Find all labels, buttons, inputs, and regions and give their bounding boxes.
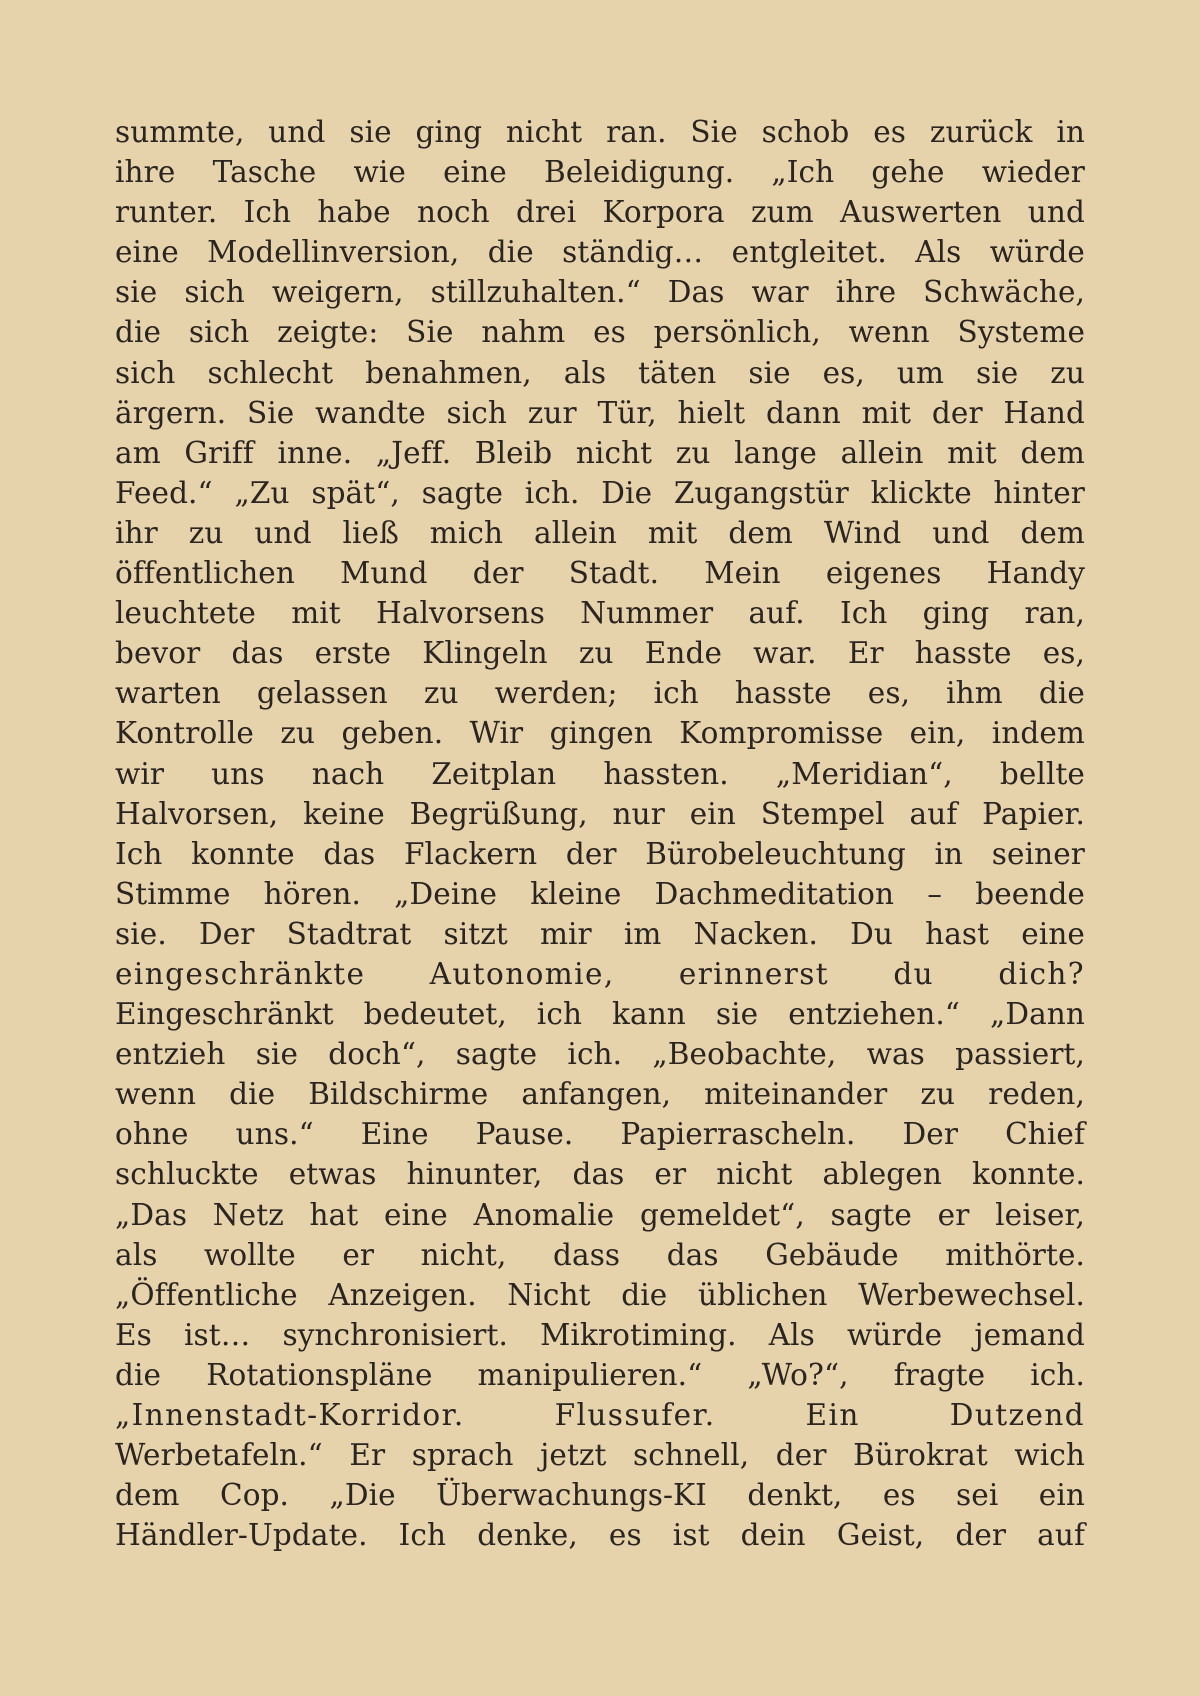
text-line: die sich zeigte: Sie nahm es persönlich, wenn Systeme [115, 315, 1085, 350]
text-line: runter. Ich habe noch drei Korpora zum Auswerten und [115, 195, 1085, 230]
text-line: Feed.“ „Zu spät“, sagte ich. Die Zugangstür klickte hinter [115, 475, 1085, 510]
text-line: eingeschränkte Autonomie, erinnerst du dich? [115, 956, 1085, 991]
text-line: dem Cop. „Die Überwachungs-KI denkt, es sei ein [115, 1478, 1085, 1513]
text-line: Stimme hören. „Deine kleine Dachmeditation – beende [115, 876, 1085, 911]
text-line: ärgern. Sie wandte sich zur Tür, hielt dann mit der Hand [115, 395, 1085, 430]
text-line: warten gelassen zu werden; ich hasste es, ihm die [115, 676, 1085, 711]
text-line: „Öffentliche Anzeigen. Nicht die üblichen Werbewechsel. [115, 1277, 1085, 1312]
text-line: wir uns nach Zeitplan hassten. „Meridian“, bellte [115, 756, 1085, 791]
text-line: Ich konnte das Flackern der Bürobeleuchtung in seiner [115, 836, 1085, 871]
text-line: wenn die Bildschirme anfangen, miteinander zu reden, [115, 1077, 1085, 1112]
text-line: ihr zu und ließ mich allein mit dem Wind und dem [115, 515, 1085, 550]
text-line: eine Modellinversion, die ständig… entgleitet. Als würde [115, 235, 1085, 270]
text-line: Es ist… synchronisiert. Mikrotiming. Als würde jemand [115, 1317, 1085, 1352]
text-line: bevor das erste Klingeln zu Ende war. Er hasste es, [115, 636, 1085, 671]
text-line: Händler-Update. Ich denke, es ist dein Geist, der auf [115, 1518, 1085, 1553]
text-line: am Griff inne. „Jeff. Bleib nicht zu lange allein mit dem [115, 435, 1085, 470]
text-body [115, 112, 1085, 1555]
text-line: Werbetafeln.“ Er sprach jetzt schnell, der Bürokrat wich [115, 1438, 1085, 1473]
text-line: leuchtete mit Halvorsens Nummer auf. Ich ging ran, [115, 596, 1085, 631]
text-line: Eingeschränkt bedeutet, ich kann sie entziehen.“ „Dann [115, 997, 1085, 1032]
text-line: ohne uns.“ Eine Pause. Papierrascheln. Der Chief [115, 1117, 1085, 1152]
text-line: entzieh sie doch“, sagte ich. „Beobachte, was passiert, [115, 1037, 1085, 1072]
text-line: sie sich weigern, stillzuhalten.“ Das war ihre Schwäche, [115, 275, 1085, 310]
text-line: die Rotationspläne manipulieren.“ „Wo?“, fragte ich. [115, 1357, 1085, 1392]
text-line: sie. Der Stadtrat sitzt mir im Nacken. Du hast eine [115, 916, 1085, 951]
text-line: Kontrolle zu geben. Wir gingen Kompromisse ein, indem [115, 716, 1085, 751]
text-line: „Das Netz hat eine Anomalie gemeldet“, sagte er leiser, [115, 1197, 1085, 1232]
text-line: „Innenstadt-Korridor. Flussufer. Ein Dutzend [115, 1398, 1085, 1432]
text-line: öffentlichen Mund der Stadt. Mein eigenes Handy [115, 556, 1085, 591]
text-line: summte, und sie ging nicht ran. Sie schob es zurück in [115, 115, 1085, 149]
text-line: als wollte er nicht, dass das Gebäude mithörte. [115, 1237, 1085, 1272]
text-line: schluckte etwas hinunter, das er nicht ablegen konnte. [115, 1157, 1085, 1192]
text-line: Halvorsen, keine Begrüßung, nur ein Stempel auf Papier. [115, 796, 1085, 831]
text-page [115, 112, 1085, 1555]
text-line: sich schlecht benahmen, als täten sie es, um sie zu [115, 355, 1085, 390]
text-line: ihre Tasche wie eine Beleidigung. „Ich gehe wieder [115, 155, 1085, 190]
